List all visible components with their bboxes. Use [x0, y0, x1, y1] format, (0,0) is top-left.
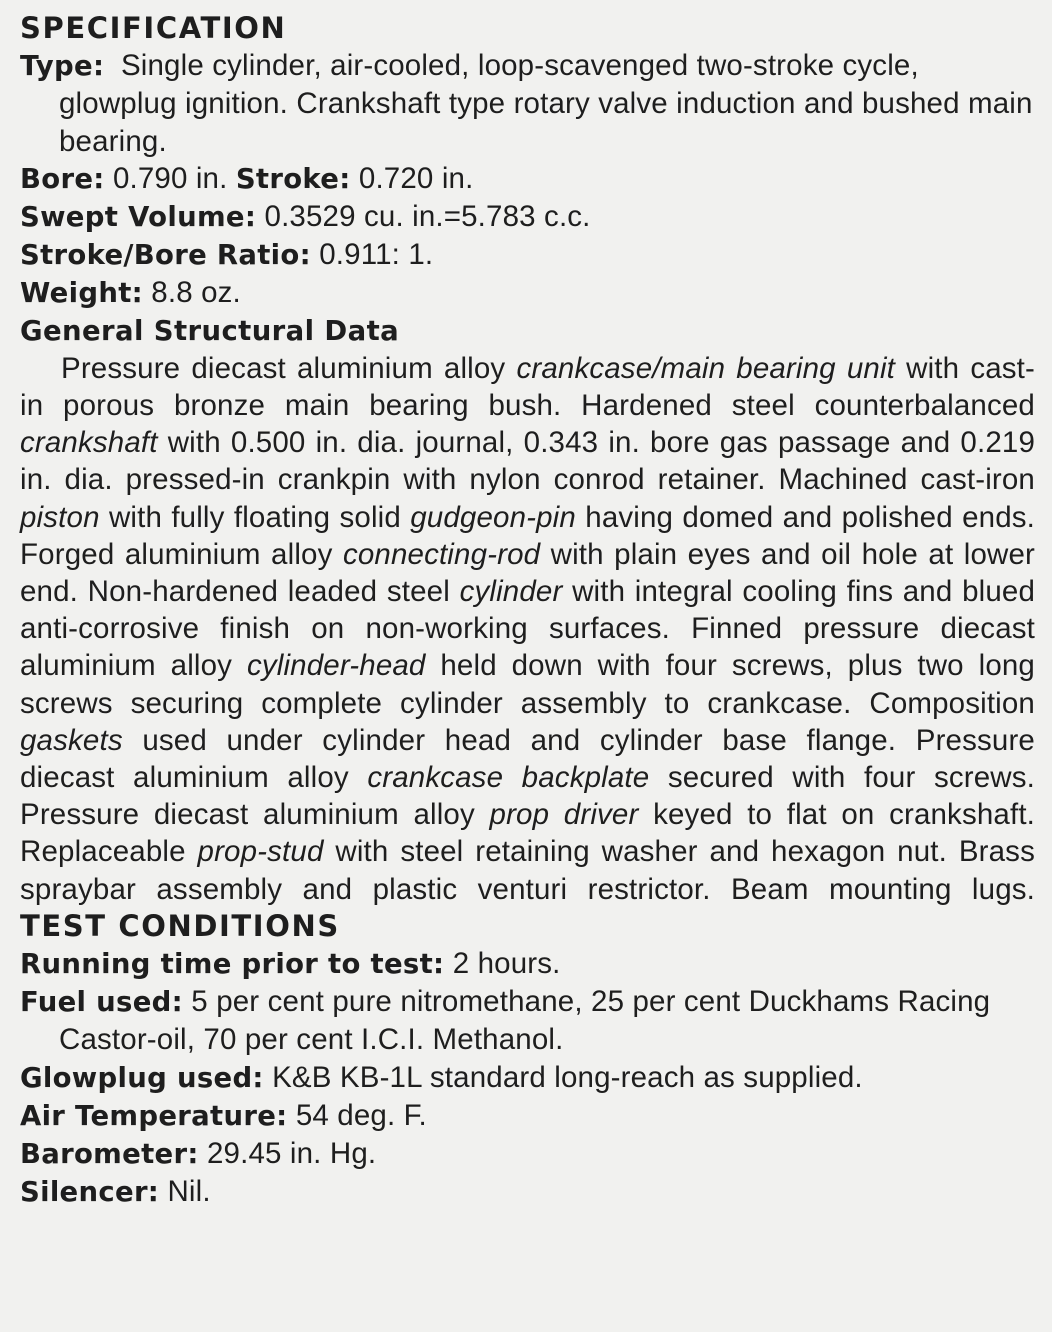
paragraph-text: with steel retaining washer and hexagon nut. Brass spraybar assembly and plastic venturi restrictor. Beam mounting lugs.	[20, 835, 1035, 906]
component-name: crankcase/main bearing unit	[516, 351, 896, 385]
paragraph-text: with cast-in porous bronze main bearing bush. Hardened steel counterbalanced	[20, 351, 1035, 423]
component-name: gudgeon-pin	[410, 500, 576, 534]
barometer-label: Barometer:	[20, 1138, 199, 1171]
glowplug-value: K&B KB-1L standard long-reach as supplied.	[272, 1060, 863, 1094]
barometer-entry	[20, 1135, 1035, 1173]
paragraph-text: keyed to flat on crankshaft. Replaceable	[20, 798, 1036, 869]
ratio-entry	[20, 236, 1035, 274]
silencer-label: Silencer:	[20, 1176, 160, 1209]
bore-stroke-entry	[20, 160, 1035, 198]
silencer-entry	[20, 1173, 1035, 1211]
silencer-value: Nil.	[167, 1175, 211, 1209]
bore-value: 0.790 in.	[112, 161, 228, 195]
stroke-value: 0.720 in.	[358, 161, 474, 195]
fuel-value: 5 per cent pure nitromethane, 25 per cent Duckhams Racing Castor-oil, 70 per cent I.C.I. Methanol.	[59, 985, 991, 1057]
swept-volume-label: Swept Volume:	[20, 201, 257, 234]
structural-paragraph	[20, 350, 1035, 908]
paragraph-text: having domed and polished ends. Forged aluminium alloy	[20, 500, 1035, 571]
running-time-value: 2 hours.	[452, 947, 561, 981]
ratio-label: Stroke/Bore Ratio:	[20, 239, 311, 272]
ratio-value: 0.911: 1.	[319, 238, 434, 272]
type-label: Type:	[20, 50, 105, 83]
component-name: connecting-rod	[342, 537, 541, 571]
air-temperature-label: Air Temperature:	[20, 1099, 288, 1132]
component-name: crankshaft	[20, 426, 158, 460]
glowplug-entry	[20, 1059, 1035, 1097]
paragraph-text: secured with four screws. Pressure diecast aluminium alloy	[20, 761, 1036, 832]
type-entry	[20, 47, 1035, 160]
component-name: cylinder	[459, 575, 563, 609]
paragraph-text: with 0.500 in. dia. journal, 0.343 in. bore gas passage and 0.219 in. dia. pressed-in crankpin with nylon conrod retainer. Machined cast-iron	[20, 426, 1035, 497]
paragraph-text: Pressure diecast aluminium alloy	[61, 351, 517, 385]
fuel-entry	[20, 983, 1035, 1058]
fuel-label: Fuel used:	[20, 986, 183, 1019]
barometer-value: 29.45 in. Hg.	[207, 1137, 377, 1171]
component-name: prop driver	[489, 798, 639, 832]
type-text: Single cylinder, air-cooled, loop-scavenged two-stroke cycle, glowplug ignition. Crankshaft type rotary valve induction and bushed main bearing.	[59, 49, 1033, 158]
running-time-label: Running time prior to test:	[20, 948, 445, 981]
air-temperature-entry	[20, 1097, 1035, 1135]
paragraph-text: with fully floating solid	[99, 500, 411, 534]
paragraph-text: with plain eyes and oil hole at lower end. Non-hardened leaded steel	[20, 537, 1035, 609]
paragraph-text: with integral cooling fins and blued anti-corrosive finish on non-working surfaces. Finned pressure diecast aluminium alloy	[20, 575, 1035, 683]
structural-heading: General Structural Data	[20, 314, 400, 347]
component-name: gaskets	[20, 723, 123, 757]
paragraph-text: used under cylinder head and cylinder base flange. Pressure diecast aluminium alloy	[20, 723, 1035, 795]
spec-page	[20, 10, 1035, 1212]
paragraph-text: held down with four screws, plus two long screws securing complete cylinder assembly to crankcase. Composition	[20, 649, 1035, 720]
stroke-label: Stroke:	[235, 162, 351, 195]
component-name: crankcase backplate	[367, 761, 650, 795]
weight-value: 8.8 oz.	[151, 276, 241, 310]
specification-heading: SPECIFICATION	[20, 11, 287, 45]
swept-volume-value: 0.3529 cu. in.=5.783 c.c.	[264, 200, 591, 234]
bore-label: Bore:	[20, 162, 105, 195]
air-temperature-value: 54 deg. F.	[295, 1098, 427, 1132]
component-name: prop-stud	[197, 835, 324, 869]
glowplug-label: Glowplug used:	[20, 1061, 264, 1094]
test-conditions-heading: TEST CONDITIONS	[20, 908, 340, 943]
component-name: piston	[20, 500, 100, 534]
weight-label: Weight:	[20, 277, 143, 310]
swept-volume-entry	[20, 198, 1035, 236]
weight-entry	[20, 274, 1035, 312]
running-time-entry	[20, 945, 1035, 983]
component-name: cylinder-head	[246, 649, 426, 683]
